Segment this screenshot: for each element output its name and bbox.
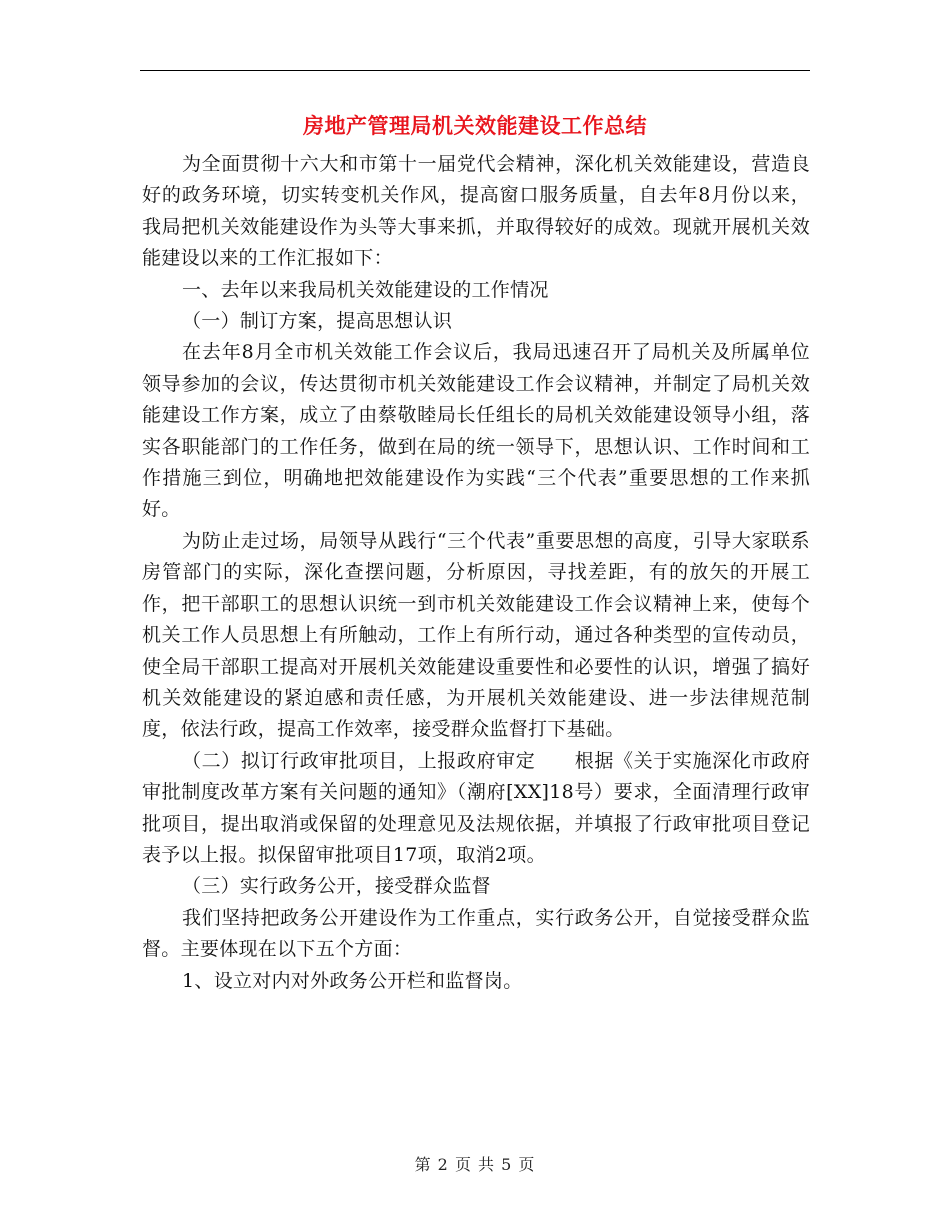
- document-title: 房地产管理局机关效能建设工作总结: [303, 114, 647, 138]
- page-footer: 第 2 页 共 5 页: [414, 1155, 536, 1174]
- paragraph-plan: 在去年8月全市机关效能工作会议后，我局迅速召开了局机关及所属单位领导参加的会议，传达贯彻市机关效能建设工作会议精神，并制定了局机关效能建设工作方案，成立了由蔡敬睦局长任组长的局机关效能建设领导小组，落实各职能部门的工作任务，做到在局的统一领导下，思想认识、工作时间和工作措施三到位，明确地把效能建设作为实践“三个代表”重要思想的工作来抓好。: [142, 341, 810, 521]
- paragraph-prevent: 为防止走过场，局领导从践行“三个代表”重要思想的高度，引导大家联系房管部门的实际，深化查摆问题，分析原因，寻找差距，有的放矢的开展工作，把干部职工的思想认识统一到市机关效能建设工作会议精神上来，使每个机关工作人员思想上有所触动，工作上有所行动，通过各种类型的宣传动员，使全局干部职工提高对开展机关效能建设重要性和必要性的认识，增强了搞好机关效能建设的紧迫感和责任感，为开展机关效能建设、进一步法律规范制度，依法行政，提高工作效率，接受群众监督打下基础。: [142, 529, 810, 741]
- paragraph-disclosure: 我们坚持把政务公开建设作为工作重点，实行政务公开，自觉接受群众监督。主要体现在以下五个方面：: [142, 906, 810, 961]
- paragraph-approval: （二）拟订行政审批项目，上报政府审定 根据《关于实施深化市政府审批制度改革方案有关问题的通知》（潮府[XX]18号）要求，全面清理行政审批项目，提出取消或保留的处理意见及法规依据，并填报了行政审批项目登记表予以上报。拟保留审批项目17项，取消2项。: [142, 749, 810, 866]
- subsection-heading-1: （一）制订方案，提高思想认识: [182, 310, 453, 333]
- paragraph-intro: 为全面贯彻十六大和市第十一届党代会精神，深化机关效能建设，营造良好的政务环境，切实转变机关作风，提高窗口服务质量，自去年8月份以来，我局把机关效能建设作为头等大事来抓，并取得较好的成效。现就开展机关效能建设以来的工作汇报如下：: [142, 153, 810, 270]
- list-item-1: 1、设立对内对外政务公开栏和监督岗。: [182, 969, 523, 992]
- subsection-heading-3: （三）实行政务公开，接受群众监督: [182, 875, 491, 898]
- header-rule: [140, 70, 810, 71]
- document-body: [142, 149, 810, 997]
- section-heading-1: 一、去年以来我局机关效能建设的工作情况: [182, 278, 549, 301]
